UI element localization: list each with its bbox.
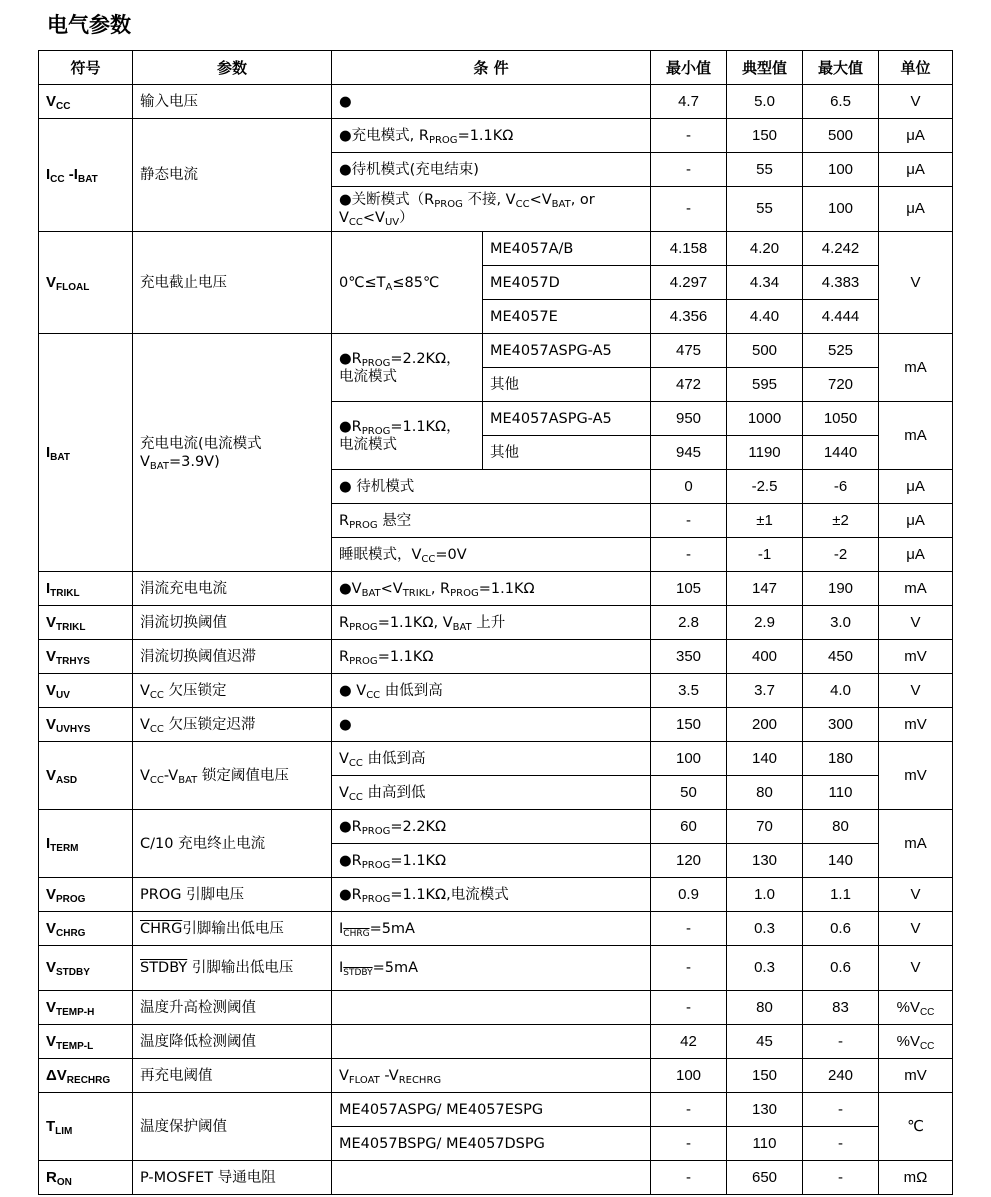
typ-cell: 5.0	[727, 85, 803, 119]
typ-cell: 4.20	[727, 232, 803, 266]
symbol-cell: $V_{TEMP-H}$	[39, 991, 133, 1025]
table-row	[39, 1059, 953, 1093]
typ-cell: 595	[727, 368, 803, 402]
model-cell: ME4057ASPG-A5	[483, 334, 651, 368]
header-min: 最小值	[651, 51, 727, 85]
condition-cell	[332, 991, 651, 1025]
max-cell: ±2	[803, 504, 879, 538]
max-cell: 240	[803, 1059, 879, 1093]
model-cell: ME4057A/B	[483, 232, 651, 266]
unit-cell: mA	[879, 334, 953, 402]
condition-cell: ME4057ASPG/ ME4057ESPG	[332, 1093, 651, 1127]
symbol-cell: $V_{CC}$	[39, 85, 133, 119]
max-cell: 190	[803, 572, 879, 606]
condition-cell: ● 待机模式	[332, 470, 651, 504]
max-cell: 500	[803, 119, 879, 153]
header-unit: 单位	[879, 51, 953, 85]
typ-cell: 400	[727, 640, 803, 674]
unit-cell: μA	[879, 153, 953, 187]
header-param: 参数	[133, 51, 332, 85]
symbol-cell: $V_{CHRG}$	[39, 912, 133, 946]
condition-cell: $I_{CHRG}=5mA$	[332, 912, 651, 946]
param-cell: $V_{CC}$ 欠压锁定迟滞	[133, 708, 332, 742]
max-cell: 110	[803, 776, 879, 810]
condition-cell	[332, 1161, 651, 1195]
min-cell: -	[651, 912, 727, 946]
typ-cell: 0.3	[727, 946, 803, 991]
unit-cell: V	[879, 606, 953, 640]
condition-cell: $I_{STDBY}=5mA$	[332, 946, 651, 991]
table-row	[39, 991, 953, 1025]
min-cell: 42	[651, 1025, 727, 1059]
max-cell: 0.6	[803, 912, 879, 946]
max-cell: 450	[803, 640, 879, 674]
min-cell: 4.356	[651, 300, 727, 334]
symbol-cell: $V_{UVHYS}$	[39, 708, 133, 742]
param-cell: 温度升高检测阈值	[133, 991, 332, 1025]
header-max: 最大值	[803, 51, 879, 85]
typ-cell: 150	[727, 1059, 803, 1093]
unit-cell: mV	[879, 742, 953, 810]
unit-cell: mA	[879, 810, 953, 878]
min-cell: 100	[651, 1059, 727, 1093]
condition-cell: ●待机模式(充电结束)	[332, 153, 651, 187]
table-row	[39, 1025, 953, 1059]
unit-cell: V	[879, 85, 953, 119]
param-cell: 再充电阈值	[133, 1059, 332, 1093]
max-cell: 6.5	[803, 85, 879, 119]
condition-cell: $●R_{PROG}=2.2K\Omega$，电流模式	[332, 334, 483, 402]
min-cell: -	[651, 1127, 727, 1161]
header-row	[39, 51, 953, 85]
unit-cell: μA	[879, 187, 953, 232]
typ-cell: 80	[727, 991, 803, 1025]
table-row	[39, 640, 953, 674]
typ-cell: -2.5	[727, 470, 803, 504]
min-cell: 475	[651, 334, 727, 368]
symbol-cell: $V_{TRIKL}$	[39, 606, 133, 640]
table-row	[39, 674, 953, 708]
unit-cell: mΩ	[879, 1161, 953, 1195]
max-cell: -	[803, 1127, 879, 1161]
condition-cell: $●R_{PROG}=2.2K\Omega$	[332, 810, 651, 844]
max-cell: 4.383	[803, 266, 879, 300]
param-cell: CHRG引脚输出低电压	[133, 912, 332, 946]
model-cell: 其他	[483, 436, 651, 470]
unit-cell: ℃	[879, 1093, 953, 1161]
condition-cell: ●充电模式, $R_{PROG}=1.1K\Omega$	[332, 119, 651, 153]
condition-cell: ● $V_{CC}$ 由低到高	[332, 674, 651, 708]
typ-cell: ±1	[727, 504, 803, 538]
max-cell: -2	[803, 538, 879, 572]
param-cell: $V_{CC}-V_{BAT}$ 锁定阈值电压	[133, 742, 332, 810]
header-condition: 条 件	[332, 51, 651, 85]
max-cell: 83	[803, 991, 879, 1025]
min-cell: -	[651, 538, 727, 572]
max-cell: 0.6	[803, 946, 879, 991]
table-row	[39, 742, 953, 776]
min-cell: 100	[651, 742, 727, 776]
typ-cell: 110	[727, 1127, 803, 1161]
max-cell: 1.1	[803, 878, 879, 912]
max-cell: 100	[803, 187, 879, 232]
min-cell: 60	[651, 810, 727, 844]
symbol-cell: $I_{CC}$ $-I_{BAT}$	[39, 119, 133, 232]
param-cell: C/10 充电终止电流	[133, 810, 332, 878]
unit-cell: μA	[879, 504, 953, 538]
param-cell: 输入电压	[133, 85, 332, 119]
condition-cell: $R_{PROG}$ 悬空	[332, 504, 651, 538]
symbol-cell: $T_{LIM}$	[39, 1093, 133, 1161]
symbol-cell: $I_{BAT}$	[39, 334, 133, 572]
model-cell: ME4057ASPG-A5	[483, 402, 651, 436]
min-cell: -	[651, 991, 727, 1025]
typ-cell: 147	[727, 572, 803, 606]
condition-cell: $●V_{BAT}<V_{TRIKL}$, $R_{PROG}=1.1K\Omega$	[332, 572, 651, 606]
condition-cell: 睡眠模式，$V_{CC}=0V$	[332, 538, 651, 572]
unit-cell: mA	[879, 572, 953, 606]
typ-cell: 130	[727, 844, 803, 878]
min-cell: -	[651, 187, 727, 232]
param-cell: STDBY 引脚输出低电压	[133, 946, 332, 991]
typ-cell: -1	[727, 538, 803, 572]
electrical-parameters-table	[38, 50, 953, 1195]
typ-cell: 4.40	[727, 300, 803, 334]
max-cell: 525	[803, 334, 879, 368]
unit-cell: V	[879, 674, 953, 708]
unit-cell: mV	[879, 1059, 953, 1093]
table-row	[39, 572, 953, 606]
unit-cell: V	[879, 946, 953, 991]
condition-cell: ●	[332, 708, 651, 742]
condition-cell: $●R_{PROG}=1.1K\Omega$，电流模式	[332, 402, 483, 470]
max-cell: 3.0	[803, 606, 879, 640]
min-cell: 2.8	[651, 606, 727, 640]
condition-cell: $0℃\le T_A\le 85℃$	[332, 232, 483, 334]
max-cell: 4.444	[803, 300, 879, 334]
min-cell: 4.297	[651, 266, 727, 300]
min-cell: 50	[651, 776, 727, 810]
min-cell: 105	[651, 572, 727, 606]
min-cell: 472	[651, 368, 727, 402]
typ-cell: 200	[727, 708, 803, 742]
symbol-cell: $R_{ON}$	[39, 1161, 133, 1195]
table-row	[39, 606, 953, 640]
unit-cell: V	[879, 878, 953, 912]
symbol-cell: $V_{PROG}$	[39, 878, 133, 912]
symbol-cell: $V_{TRHYS}$	[39, 640, 133, 674]
condition-cell: ●关断模式（$R_{PROG}$ 不接, $V_{CC}<V_{BAT}$, or $V_{CC}<V_{UV}$）	[332, 187, 651, 232]
unit-cell: $\%V_{CC}$	[879, 991, 953, 1025]
min-cell: 4.7	[651, 85, 727, 119]
condition-cell: ME4057BSPG/ ME4057DSPG	[332, 1127, 651, 1161]
symbol-cell: $V_{TEMP-L}$	[39, 1025, 133, 1059]
min-cell: 950	[651, 402, 727, 436]
param-cell: 充电截止电压	[133, 232, 332, 334]
table-row	[39, 232, 953, 266]
max-cell: 720	[803, 368, 879, 402]
max-cell: 1440	[803, 436, 879, 470]
max-cell: 300	[803, 708, 879, 742]
symbol-cell: $I_{TERM}$	[39, 810, 133, 878]
condition-cell: $V_{FLOAT}$ $-V_{RECHRG}$	[332, 1059, 651, 1093]
typ-cell: 70	[727, 810, 803, 844]
min-cell: -	[651, 119, 727, 153]
condition-cell: $●R_{PROG}=1.1K\Omega$,电流模式	[332, 878, 651, 912]
unit-cell: μA	[879, 119, 953, 153]
typ-cell: 500	[727, 334, 803, 368]
max-cell: -	[803, 1093, 879, 1127]
unit-cell: V	[879, 912, 953, 946]
typ-cell: 130	[727, 1093, 803, 1127]
min-cell: 150	[651, 708, 727, 742]
condition-cell	[332, 1025, 651, 1059]
symbol-cell: $V_{ASD}$	[39, 742, 133, 810]
typ-cell: 1000	[727, 402, 803, 436]
min-cell: 0	[651, 470, 727, 504]
typ-cell: 80	[727, 776, 803, 810]
header-typ: 典型值	[727, 51, 803, 85]
max-cell: 180	[803, 742, 879, 776]
param-cell: 温度保护阈值	[133, 1093, 332, 1161]
min-cell: 4.158	[651, 232, 727, 266]
condition-cell: $V_{CC}$ 由低到高	[332, 742, 651, 776]
table-row	[39, 810, 953, 844]
typ-cell: 4.34	[727, 266, 803, 300]
max-cell: -6	[803, 470, 879, 504]
min-cell: -	[651, 946, 727, 991]
table-row	[39, 119, 953, 153]
symbol-cell: $\Delta V_{RECHRG}$	[39, 1059, 133, 1093]
symbol-cell: $V_{FLOAL}$	[39, 232, 133, 334]
max-cell: 140	[803, 844, 879, 878]
condition-cell: $V_{CC}$ 由高到低	[332, 776, 651, 810]
table-row	[39, 1093, 953, 1127]
unit-cell: μA	[879, 538, 953, 572]
unit-cell: mV	[879, 708, 953, 742]
param-cell: 静态电流	[133, 119, 332, 232]
typ-cell: 1190	[727, 436, 803, 470]
param-cell: 涓流切换阈值	[133, 606, 332, 640]
max-cell: 100	[803, 153, 879, 187]
typ-cell: 150	[727, 119, 803, 153]
page-title: 电气参数	[47, 13, 131, 37]
typ-cell: 55	[727, 187, 803, 232]
table-row	[39, 1161, 953, 1195]
max-cell: -	[803, 1025, 879, 1059]
param-cell: 涓流切换阈值迟滞	[133, 640, 332, 674]
param-cell: 温度降低检测阈值	[133, 1025, 332, 1059]
typ-cell: 1.0	[727, 878, 803, 912]
typ-cell: 3.7	[727, 674, 803, 708]
unit-cell: $\%V_{CC}$	[879, 1025, 953, 1059]
condition-cell: $R_{PROG}=1.1K\Omega$	[332, 640, 651, 674]
min-cell: -	[651, 1093, 727, 1127]
symbol-cell: $V_{STDBY}$	[39, 946, 133, 991]
typ-cell: 650	[727, 1161, 803, 1195]
symbol-cell: $I_{TRIKL}$	[39, 572, 133, 606]
typ-cell: 140	[727, 742, 803, 776]
typ-cell: 45	[727, 1025, 803, 1059]
condition-cell: $R_{PROG}=1.1K\Omega$, $V_{BAT}$ 上升	[332, 606, 651, 640]
min-cell: 3.5	[651, 674, 727, 708]
unit-cell: mV	[879, 640, 953, 674]
table-row	[39, 708, 953, 742]
max-cell: 4.242	[803, 232, 879, 266]
param-cell: 涓流充电电流	[133, 572, 332, 606]
unit-cell: mA	[879, 402, 953, 470]
max-cell: -	[803, 1161, 879, 1195]
table-row	[39, 912, 953, 946]
max-cell: 4.0	[803, 674, 879, 708]
typ-cell: 0.3	[727, 912, 803, 946]
min-cell: 120	[651, 844, 727, 878]
table-row	[39, 85, 953, 119]
param-cell: 充电电流(电流模式 $V_{BAT}=3.9V$)	[133, 334, 332, 572]
unit-cell: μA	[879, 470, 953, 504]
param-cell: $V_{CC}$ 欠压锁定	[133, 674, 332, 708]
condition-cell: ●	[332, 85, 651, 119]
model-cell: 其他	[483, 368, 651, 402]
symbol-cell: $V_{UV}$	[39, 674, 133, 708]
header-symbol: 符号	[39, 51, 133, 85]
table-row	[39, 946, 953, 991]
model-cell: ME4057D	[483, 266, 651, 300]
table-row	[39, 878, 953, 912]
condition-cell: $●R_{PROG}=1.1K\Omega$	[332, 844, 651, 878]
typ-cell: 2.9	[727, 606, 803, 640]
param-cell: P-MOSFET 导通电阻	[133, 1161, 332, 1195]
max-cell: 80	[803, 810, 879, 844]
max-cell: 1050	[803, 402, 879, 436]
model-cell: ME4057E	[483, 300, 651, 334]
table-row	[39, 334, 953, 368]
typ-cell: 55	[727, 153, 803, 187]
min-cell: -	[651, 504, 727, 538]
min-cell: -	[651, 153, 727, 187]
min-cell: 0.9	[651, 878, 727, 912]
param-cell: PROG 引脚电压	[133, 878, 332, 912]
min-cell: 350	[651, 640, 727, 674]
min-cell: -	[651, 1161, 727, 1195]
unit-cell: V	[879, 232, 953, 334]
min-cell: 945	[651, 436, 727, 470]
